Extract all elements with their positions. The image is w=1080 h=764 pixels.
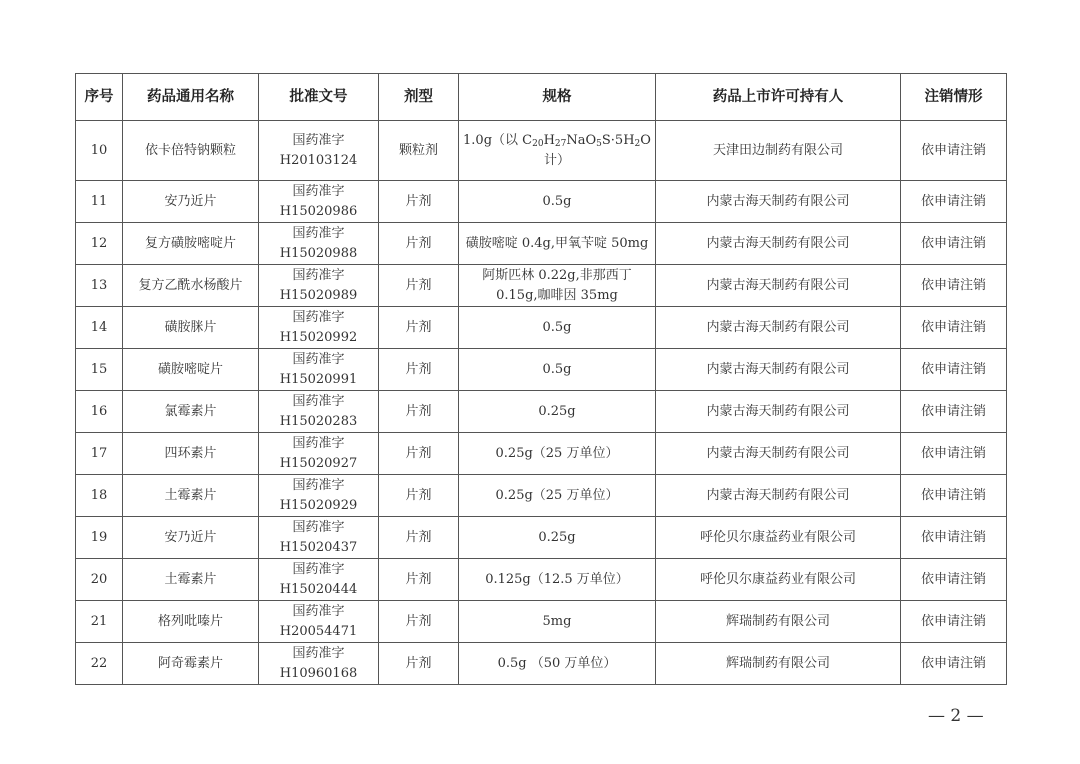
specification: 1.0g（以 $C_{20}H_{27}NaO_5S\cdot 5H_2O$ 计）: [459, 121, 656, 181]
cancellation-status: 依申请注销: [901, 181, 1007, 223]
cancellation-status: 依申请注销: [901, 475, 1007, 517]
row-number: 12: [76, 223, 123, 265]
cancellation-status: 依申请注销: [901, 433, 1007, 475]
drug-name: 安乃近片: [123, 181, 259, 223]
approval-prefix: 国药准字: [292, 435, 345, 451]
drug-name: 四环素片: [123, 433, 259, 475]
drug-name: 磺胺嘧啶片: [123, 349, 259, 391]
specification: 0.25g: [459, 517, 656, 559]
marketing-authorization-holder: 内蒙古海天制药有限公司: [656, 181, 901, 223]
specification: 0.5g: [459, 181, 656, 223]
approval-prefix: 国药准字: [292, 393, 345, 409]
table-row: [76, 601, 1007, 643]
approval-code: H15020283: [279, 413, 358, 429]
cancellation-status: 依申请注销: [901, 121, 1007, 181]
approval-prefix: 国药准字: [292, 183, 345, 199]
drug-name: 复方乙酰水杨酸片: [123, 265, 259, 307]
row-number: 14: [76, 307, 123, 349]
table-row: [76, 433, 1007, 475]
approval-number: [259, 433, 379, 475]
table-row: [76, 223, 1007, 265]
approval-number: [259, 349, 379, 391]
header-no: 序号: [76, 74, 123, 121]
dosage-form: 片剂: [379, 643, 459, 685]
approval-code: H20054471: [279, 623, 358, 639]
header-dosage-form: 剂型: [379, 74, 459, 121]
approval-code: H10960168: [279, 665, 358, 681]
marketing-authorization-holder: 辉瑞制药有限公司: [656, 643, 901, 685]
approval-number: [259, 121, 379, 181]
approval-prefix: 国药准字: [292, 603, 345, 619]
dosage-form: 颗粒剂: [379, 121, 459, 181]
cancellation-status: 依申请注销: [901, 307, 1007, 349]
approval-number: [259, 391, 379, 433]
table-row: [76, 643, 1007, 685]
row-number: 18: [76, 475, 123, 517]
approval-prefix: 国药准字: [292, 225, 345, 241]
approval-prefix: 国药准字: [292, 477, 345, 493]
approval-number: [259, 265, 379, 307]
approval-number: [259, 517, 379, 559]
approval-prefix: 国药准字: [292, 645, 345, 661]
table-row: [76, 121, 1007, 181]
drug-name: 复方磺胺嘧啶片: [123, 223, 259, 265]
approval-prefix: 国药准字: [292, 519, 345, 535]
drug-name: 氯霉素片: [123, 391, 259, 433]
approval-number: [259, 559, 379, 601]
cancellation-status: 依申请注销: [901, 517, 1007, 559]
dosage-form: 片剂: [379, 559, 459, 601]
marketing-authorization-holder: 内蒙古海天制药有限公司: [656, 307, 901, 349]
approval-code: H15020927: [279, 455, 358, 471]
approval-code: H15020929: [279, 497, 358, 513]
drug-name: 土霉素片: [123, 559, 259, 601]
header-approval-number: 批准文号: [259, 74, 379, 121]
table-row: [76, 265, 1007, 307]
table-row: [76, 349, 1007, 391]
marketing-authorization-holder: 内蒙古海天制药有限公司: [656, 349, 901, 391]
dosage-form: 片剂: [379, 475, 459, 517]
dosage-form: 片剂: [379, 307, 459, 349]
page-number: — 2 —: [928, 706, 984, 726]
table-row: [76, 181, 1007, 223]
approval-code: H15020986: [279, 203, 358, 219]
dosage-form: 片剂: [379, 349, 459, 391]
dosage-form: 片剂: [379, 223, 459, 265]
table-row: [76, 517, 1007, 559]
specification: 0.5g （50 万单位）: [459, 643, 656, 685]
cancellation-status: 依申请注销: [901, 391, 1007, 433]
approval-code: H15020444: [279, 581, 358, 597]
cancellation-status: 依申请注销: [901, 559, 1007, 601]
marketing-authorization-holder: 内蒙古海天制药有限公司: [656, 433, 901, 475]
cancellation-status: 依申请注销: [901, 349, 1007, 391]
dosage-form: 片剂: [379, 601, 459, 643]
header-holder: 药品上市许可持有人: [656, 74, 901, 121]
cancellation-status: 依申请注销: [901, 265, 1007, 307]
header-specification: 规格: [459, 74, 656, 121]
approval-prefix: 国药准字: [292, 267, 345, 283]
dosage-form: 片剂: [379, 265, 459, 307]
drug-name: 磺胺脒片: [123, 307, 259, 349]
marketing-authorization-holder: 辉瑞制药有限公司: [656, 601, 901, 643]
specification: 5mg: [459, 601, 656, 643]
dosage-form: 片剂: [379, 181, 459, 223]
drug-name: 格列吡嗪片: [123, 601, 259, 643]
specification: 0.5g: [459, 307, 656, 349]
dosage-form: 片剂: [379, 433, 459, 475]
specification: 0.25g（25 万单位）: [459, 433, 656, 475]
approval-prefix: 国药准字: [292, 351, 345, 367]
row-number: 11: [76, 181, 123, 223]
approval-prefix: 国药准字: [292, 309, 345, 325]
approval-number: [259, 601, 379, 643]
marketing-authorization-holder: 内蒙古海天制药有限公司: [656, 391, 901, 433]
approval-code: H15020989: [279, 287, 358, 303]
approval-code: H15020991: [279, 371, 358, 387]
drug-name: 阿奇霉素片: [123, 643, 259, 685]
approval-number: [259, 181, 379, 223]
marketing-authorization-holder: 天津田边制药有限公司: [656, 121, 901, 181]
specification: 0.25g（25 万单位）: [459, 475, 656, 517]
approval-code: H20103124: [279, 152, 358, 168]
marketing-authorization-holder: 内蒙古海天制药有限公司: [656, 475, 901, 517]
dosage-form: 片剂: [379, 517, 459, 559]
row-number: 22: [76, 643, 123, 685]
approval-prefix: 国药准字: [292, 132, 345, 148]
row-number: 21: [76, 601, 123, 643]
approval-code: H15020988: [279, 245, 358, 261]
approval-number: [259, 643, 379, 685]
drug-name: 安乃近片: [123, 517, 259, 559]
table-row: [76, 307, 1007, 349]
marketing-authorization-holder: 呼伦贝尔康益药业有限公司: [656, 559, 901, 601]
marketing-authorization-holder: 呼伦贝尔康益药业有限公司: [656, 517, 901, 559]
approval-code: H15020992: [279, 329, 358, 345]
approval-number: [259, 223, 379, 265]
specification: 0.5g: [459, 349, 656, 391]
approval-number: [259, 307, 379, 349]
approval-prefix: 国药准字: [292, 561, 345, 577]
row-number: 20: [76, 559, 123, 601]
specification: 阿斯匹林 0.22g,非那西丁 0.15g,咖啡因 35mg: [459, 265, 656, 307]
row-number: 16: [76, 391, 123, 433]
dosage-form: 片剂: [379, 391, 459, 433]
cancellation-status: 依申请注销: [901, 223, 1007, 265]
cancellation-status: 依申请注销: [901, 643, 1007, 685]
cancellation-status: 依申请注销: [901, 601, 1007, 643]
drug-name: 土霉素片: [123, 475, 259, 517]
row-number: 15: [76, 349, 123, 391]
marketing-authorization-holder: 内蒙古海天制药有限公司: [656, 265, 901, 307]
row-number: 10: [76, 121, 123, 181]
table-body: [76, 121, 1007, 685]
row-number: 13: [76, 265, 123, 307]
approval-code: H15020437: [279, 539, 358, 555]
row-number: 19: [76, 517, 123, 559]
table-header-row: [76, 74, 1007, 121]
table-row: [76, 559, 1007, 601]
row-number: 17: [76, 433, 123, 475]
header-drug-name: 药品通用名称: [123, 74, 259, 121]
drug-name: 依卡倍特钠颗粒: [123, 121, 259, 181]
header-status: 注销情形: [901, 74, 1007, 121]
drug-cancellation-table: [75, 73, 1007, 685]
specification: 0.125g（12.5 万单位）: [459, 559, 656, 601]
specification: 磺胺嘧啶 0.4g,甲氧苄啶 50mg: [459, 223, 656, 265]
specification: 0.25g: [459, 391, 656, 433]
marketing-authorization-holder: 内蒙古海天制药有限公司: [656, 223, 901, 265]
table-row: [76, 391, 1007, 433]
table-row: [76, 475, 1007, 517]
approval-number: [259, 475, 379, 517]
